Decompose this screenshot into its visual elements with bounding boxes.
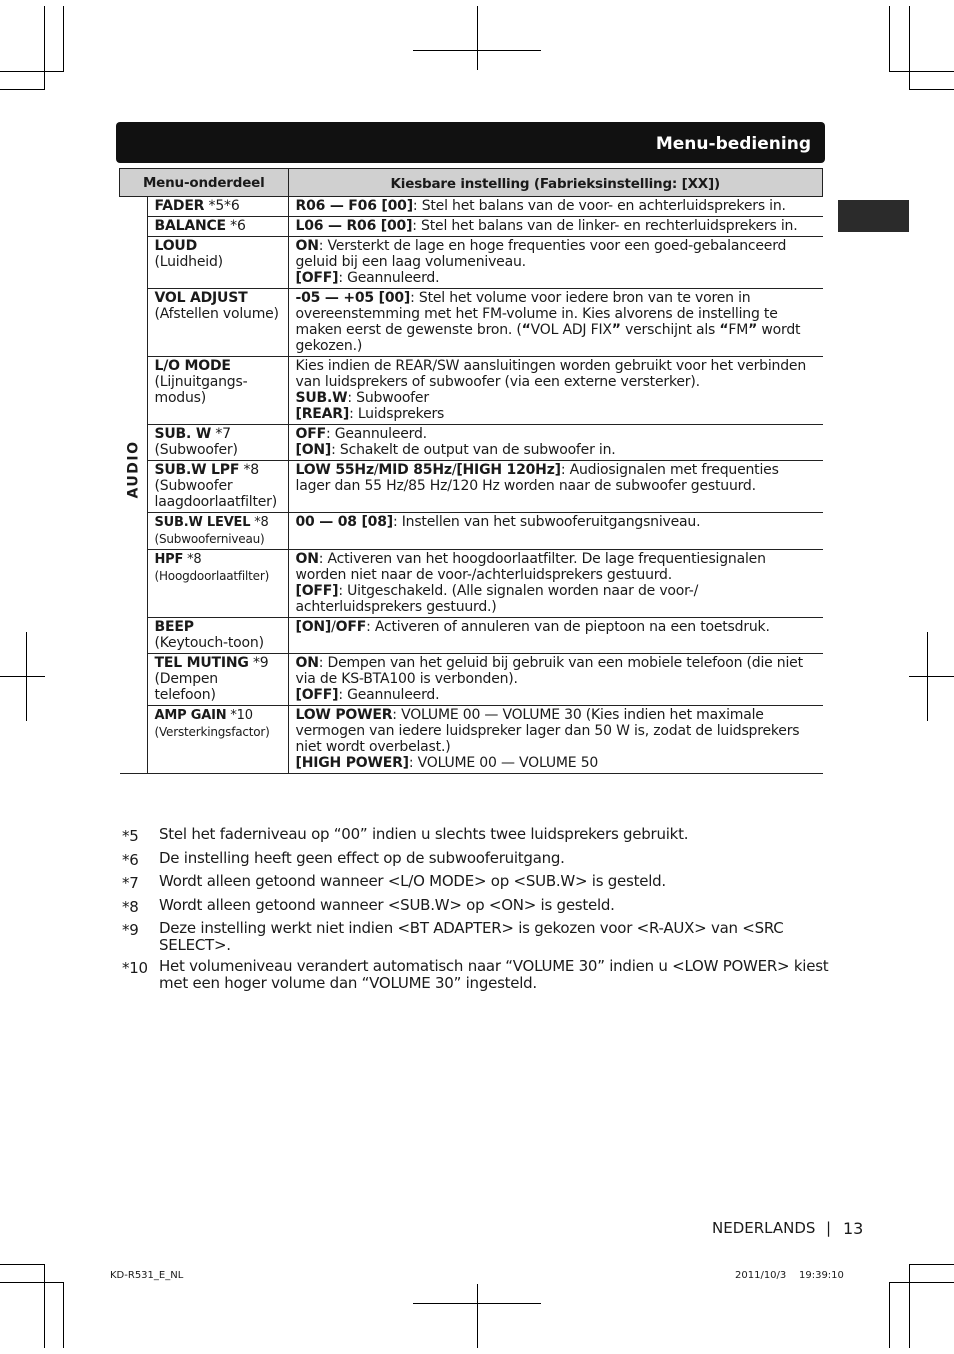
file-id: KD-R531_E_NL (110, 1270, 184, 1281)
setting-text: Kies indien de REAR/SW aansluitingen worden gebruikt voor het verbinden van luidsprekers of subwoofer (via een externe versterker). (295, 358, 807, 390)
setting-line (296, 655, 816, 687)
setting-line (296, 290, 816, 354)
setting-description-cell (288, 237, 823, 289)
setting-value: ” (748, 322, 758, 338)
crop-mark (909, 6, 910, 90)
menu-item-subtitle: (Hoogdoorlaatfilter) (154, 569, 270, 583)
menu-item-subtitle: (Keytouch-toon) (154, 635, 264, 651)
menu-item-name: BALANCE (154, 218, 226, 234)
setting-text: : Geannuleerd. (338, 687, 440, 703)
footnotes (122, 826, 832, 992)
menu-table-body (120, 197, 823, 774)
menu-item-cell (147, 357, 288, 425)
setting-text: : Versterkt de lage en hoge frequenties voor een goed-gebalanceerd geluid bij een laag volumeniveau. (295, 238, 787, 270)
setting-text: / (451, 462, 457, 478)
setting-line (296, 218, 816, 234)
crop-mark (477, 1284, 478, 1348)
menu-item-name: FADER (154, 198, 205, 214)
crop-mark (909, 1264, 910, 1348)
footnote-text: Wordt alleen getoond wanneer <SUB.W> op <ON> is gesteld. (159, 895, 615, 914)
footnote-ref: *8 (239, 462, 259, 478)
footnote (122, 850, 832, 870)
menu-item-name: SUB. W (154, 426, 212, 442)
setting-text: / (331, 619, 336, 635)
menu-item-cell (147, 513, 288, 550)
table-row (120, 197, 823, 217)
menu-item-name: LOUD (154, 238, 198, 254)
menu-item-cell (147, 706, 288, 774)
setting-line (296, 619, 816, 635)
setting-line (296, 358, 816, 390)
menu-item-cell (147, 654, 288, 706)
menu-item-name: BEEP (154, 619, 194, 635)
setting-description-cell (288, 425, 823, 461)
setting-line (296, 755, 816, 771)
setting-value: ON (295, 238, 319, 254)
footnote-mark: *5 (122, 827, 139, 845)
setting-description-cell (288, 461, 823, 513)
setting-line (296, 462, 816, 494)
crop-mark (413, 50, 541, 51)
table-row (120, 425, 823, 461)
footnote-text: Deze instelling werkt niet indien <BT ADAPTER> is gekozen voor <R-AUX> van <SRC SELECT>. (159, 919, 784, 955)
section-title: Menu-bediening (655, 134, 811, 154)
crop-mark (0, 89, 45, 90)
footnote-ref: *9 (248, 655, 269, 671)
print-timestamp: 2011/10/3 19:39:10 (735, 1270, 844, 1281)
setting-text: : Instellen van het subwooferuitgangsniveau. (392, 514, 701, 530)
menu-item-name: L/O MODE (154, 358, 231, 374)
footnote (122, 826, 832, 846)
setting-text: wordt gekozen.) (295, 322, 801, 354)
footnote-ref: *8 (250, 515, 269, 530)
menu-item-name: AMP GAIN (154, 708, 227, 723)
footnote-ref: *7 (211, 426, 231, 442)
setting-line (296, 442, 816, 458)
footnote-ref: *8 (183, 552, 202, 567)
menu-item-subtitle: (Subwooferniveau) (154, 532, 265, 546)
setting-text: : Luidsprekers (349, 406, 445, 422)
setting-text: : Geannuleerd. (325, 426, 427, 442)
setting-text: : Stel het balans van de voor- en achterluidsprekers in. (412, 198, 786, 214)
menu-item-cell (147, 289, 288, 357)
table-row (120, 513, 823, 550)
setting-text: : Stel het volume voor iedere bron van te voren in overeenstemming met het FM-volume in. Kies alvorens de instelling te maken eerst de gewenste bron. ( (295, 290, 778, 338)
menu-item-name: SUB.W LPF (154, 462, 240, 478)
crop-mark (909, 676, 954, 677)
footer-separator: | (826, 1219, 832, 1237)
menu-item-subtitle: (Dempen telefoon) (154, 671, 218, 703)
setting-line (296, 406, 816, 422)
menu-item-cell (147, 618, 288, 654)
setting-line (296, 514, 816, 530)
setting-line (296, 707, 816, 755)
group-label: AUDIO (125, 440, 141, 499)
setting-text: : Geannuleerd. (338, 270, 440, 286)
crop-mark (909, 89, 954, 90)
menu-item-subtitle: (Subwoofer) (154, 442, 238, 458)
crop-mark (889, 71, 954, 72)
crop-mark (0, 1264, 45, 1265)
setting-line (296, 551, 816, 583)
setting-text: : Activeren of annuleren van de pieptoon na een toetsdruk. (366, 619, 770, 635)
menu-item-subtitle: (Afstellen volume) (154, 306, 279, 322)
footnote-mark: *6 (122, 850, 139, 869)
crop-mark (477, 6, 478, 70)
setting-value: [HIGH POWER] (295, 755, 409, 771)
setting-value: [HIGH 120Hz] (456, 462, 561, 478)
group-label-cell (120, 197, 148, 774)
menu-item-name: VOL ADJUST (154, 290, 248, 306)
menu-item-cell (147, 461, 288, 513)
setting-line (296, 426, 816, 442)
setting-value: SUB.W (295, 390, 348, 406)
footnote-text: Stel het faderniveau op “00” indien u slechts twee luidsprekers gebruikt. (159, 825, 689, 843)
setting-value: [OFF] (295, 583, 339, 599)
table-row (120, 550, 823, 618)
setting-text: : VOLUME 00 — VOLUME 50 (408, 755, 599, 771)
setting-description-cell (288, 217, 823, 237)
setting-value: MID 85Hz (378, 462, 452, 478)
setting-line (296, 270, 816, 286)
setting-description-cell (288, 197, 823, 217)
footnote-text: De instelling heeft geen effect op de subwooferuitgang. (159, 848, 565, 867)
crop-mark (413, 1303, 541, 1304)
footnote-mark: *7 (122, 874, 139, 893)
setting-text: : Audiosignalen met frequenties lager dan 55 Hz/85 Hz/120 Hz worden naar de subwoofer gestuurd. (295, 462, 779, 494)
setting-description-cell (288, 550, 823, 618)
footnote-text: Wordt alleen getoond wanneer <L/O MODE> op <SUB.W> is gesteld. (159, 872, 666, 891)
menu-item-subtitle: (Luidheid) (154, 254, 223, 270)
menu-settings-table (119, 168, 823, 774)
setting-text: verschijnt als (620, 322, 720, 338)
crop-mark (889, 6, 890, 72)
crop-mark (0, 1282, 63, 1283)
setting-value: OFF (295, 426, 326, 442)
table-row (120, 618, 823, 654)
menu-item-subtitle: (Subwoofer laagdoorlaatfilter) (154, 478, 277, 510)
footnote (122, 958, 832, 992)
menu-item-subtitle: (Lijnuitgangs-modus) (154, 374, 248, 406)
table-row (120, 237, 823, 289)
setting-description-cell (288, 654, 823, 706)
table-row (120, 217, 823, 237)
footnote-mark: *10 (122, 958, 148, 977)
setting-value: -05 — +05 [00] (295, 290, 411, 306)
setting-value: 00 — 08 [08] (295, 514, 393, 530)
setting-text: : Uitgeschakeld. (Alle signalen worden naar de voor-/ achterluidsprekers gestuurd.) (295, 583, 699, 615)
footnote-ref: *10 (226, 708, 253, 723)
table-row (120, 654, 823, 706)
setting-text: VOL ADJ FIX (530, 322, 612, 338)
menu-item-cell (147, 197, 288, 217)
setting-text: FM (728, 322, 749, 338)
menu-item-cell (147, 550, 288, 618)
footnote (122, 897, 832, 917)
setting-value: ON (295, 551, 319, 567)
setting-description-cell (288, 706, 823, 774)
table-row (120, 357, 823, 425)
crop-mark (889, 1282, 954, 1283)
setting-value: ” (611, 322, 621, 338)
footer-language: NEDERLANDS (712, 1219, 816, 1237)
menu-item-cell (147, 217, 288, 237)
setting-line (296, 687, 816, 703)
crop-mark (63, 6, 64, 72)
table-row (120, 289, 823, 357)
crop-mark (44, 6, 45, 90)
footnote-mark: *9 (122, 921, 139, 940)
footnote (122, 920, 832, 954)
footnote-ref: *6 (225, 218, 246, 234)
setting-value: [OFF] (295, 270, 339, 286)
setting-text: : Activeren van het hoogdoorlaatfilter. De lage frequentiesignalen worden niet naar de voor-/achterluidsprekers gestuurd. (295, 551, 766, 583)
setting-line (296, 198, 816, 214)
menu-item-name: TEL MUTING (154, 655, 249, 671)
menu-item-name: HPF (154, 552, 184, 567)
menu-item-cell (147, 425, 288, 461)
crop-mark (44, 1264, 45, 1348)
section-header-bar (116, 122, 825, 163)
setting-text: / (373, 462, 379, 478)
table-row (120, 461, 823, 513)
crop-mark (0, 71, 63, 72)
setting-line (296, 238, 816, 270)
setting-line (296, 583, 816, 615)
setting-value: [ON] (295, 619, 332, 635)
crop-mark (0, 676, 45, 677)
menu-item-name: SUB.W LEVEL (154, 515, 251, 530)
setting-value: [REAR] (295, 406, 350, 422)
language-side-tab (838, 200, 909, 232)
setting-description-cell (288, 513, 823, 550)
setting-value: “ (521, 322, 531, 338)
menu-item-cell (147, 237, 288, 289)
setting-value: ON (295, 655, 319, 671)
setting-value: [OFF] (295, 687, 339, 703)
footnote-text: Het volumeniveau verandert automatisch naar “VOLUME 30” indien u <LOW POWER> kiest met een hoger volume dan “VOLUME 30” ingesteld. (159, 956, 829, 992)
setting-value: L06 — R06 [00] (295, 218, 413, 234)
page-number: 13 (843, 1219, 864, 1238)
setting-text: : Schakelt de output van de subwoofer in. (331, 442, 616, 458)
setting-line (296, 390, 816, 406)
crop-mark (63, 1282, 64, 1348)
footnote (122, 873, 832, 893)
setting-value: LOW 55Hz (295, 462, 374, 478)
footnote-ref: *5*6 (204, 198, 240, 214)
setting-value: [ON] (295, 442, 332, 458)
table-row (120, 706, 823, 774)
setting-text: : Stel het balans van de linker- en rechterluidsprekers in. (412, 218, 798, 234)
setting-value: “ (719, 322, 729, 338)
setting-text: : Dempen van het geluid bij gebruik van een mobiele telefoon (die niet via de KS-BTA100 is verbonden). (295, 655, 803, 687)
setting-value: R06 — F06 [00] (295, 198, 413, 214)
setting-description-cell (288, 357, 823, 425)
setting-description-cell (288, 618, 823, 654)
crop-mark (909, 1264, 954, 1265)
column-header-menu-item: Menu-onderdeel (120, 169, 289, 197)
setting-text: : VOLUME 00 — VOLUME 30 (Kies indien het maximale vermogen van iedere luidspreker lager dan 50 W is, zodat de luidsprekers niet wordt overbelast.) (295, 707, 800, 755)
crop-mark (889, 1282, 890, 1348)
setting-value: OFF (335, 619, 367, 635)
column-header-settings: Kiesbare instelling (Fabrieksinstelling: [XX]) (288, 169, 823, 197)
setting-value: LOW POWER (295, 707, 393, 723)
footnote-mark: *8 (122, 897, 139, 916)
setting-text: : Subwoofer (347, 390, 429, 406)
menu-item-subtitle: (Versterkingsfactor) (154, 725, 270, 739)
setting-description-cell (288, 289, 823, 357)
